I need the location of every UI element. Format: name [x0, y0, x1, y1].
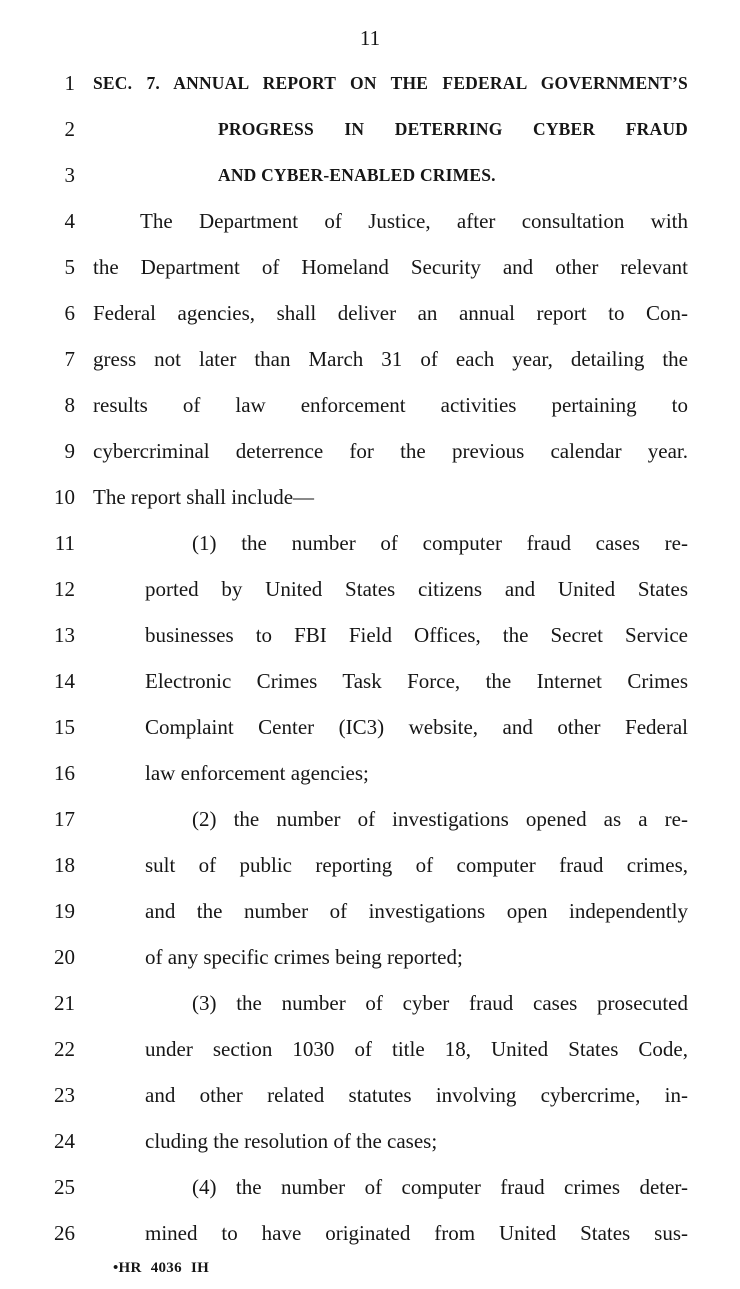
bill-line	[0, 658, 740, 704]
line-text: and the number of investigations open independently	[145, 899, 688, 923]
line-text: and other related statutes involving cybercrime, in-	[145, 1083, 688, 1107]
bill-line	[0, 198, 740, 244]
line-text: (3) the number of cyber fraud cases prosecuted	[192, 991, 688, 1015]
bill-line	[0, 934, 740, 980]
line-number: 3	[64, 163, 75, 187]
bill-line	[0, 980, 740, 1026]
bill-line	[0, 244, 740, 290]
line-number: 25	[54, 1175, 75, 1199]
bill-line	[0, 336, 740, 382]
line-number: 20	[54, 945, 75, 969]
line-text: The report shall include—	[93, 485, 315, 509]
line-text: AND CYBER-ENABLED CRIMES.	[218, 165, 496, 185]
line-number: 11	[54, 531, 75, 555]
line-text: cluding the resolution of the cases;	[145, 1129, 438, 1153]
line-number: 17	[54, 807, 75, 831]
line-number: 22	[54, 1037, 75, 1061]
bill-line	[0, 1164, 740, 1210]
bill-line	[0, 428, 740, 474]
line-number: 5	[64, 255, 75, 279]
bill-line	[0, 1026, 740, 1072]
bill-line	[0, 106, 740, 152]
bill-line	[0, 1118, 740, 1164]
line-text: (2) the number of investigations opened as a re-	[192, 807, 688, 831]
line-number: 8	[64, 393, 75, 417]
line-text: PROGRESS IN DETERRING CYBER FRAUD	[218, 119, 688, 139]
page-number: 11	[359, 26, 381, 50]
line-number: 4	[64, 209, 75, 233]
bill-line	[0, 520, 740, 566]
document-body	[0, 60, 740, 1256]
bill-line	[0, 60, 740, 106]
bill-line	[0, 382, 740, 428]
line-number: 2	[64, 117, 75, 141]
bill-line	[0, 1210, 740, 1256]
line-number: 26	[54, 1221, 75, 1245]
line-number: 6	[64, 301, 75, 325]
bill-line	[0, 474, 740, 520]
line-number: 21	[54, 991, 75, 1015]
line-number: 9	[64, 439, 75, 463]
line-text: gress not later than March 31 of each year, detailing the	[93, 347, 688, 371]
bill-line	[0, 750, 740, 796]
line-text: of any specific crimes being reported;	[145, 945, 463, 969]
bill-line	[0, 152, 740, 198]
line-number: 13	[54, 623, 75, 647]
bill-line	[0, 888, 740, 934]
line-number: 14	[54, 669, 75, 693]
line-number: 1	[64, 71, 75, 95]
line-number: 16	[54, 761, 75, 785]
line-number: 10	[54, 485, 75, 509]
line-text: cybercriminal deterrence for the previous calendar year.	[93, 439, 688, 463]
line-number: 23	[54, 1083, 75, 1107]
line-number: 19	[54, 899, 75, 923]
bill-line	[0, 566, 740, 612]
line-text: law enforcement agencies;	[145, 761, 369, 785]
line-number: 7	[64, 347, 75, 371]
line-number: 24	[54, 1129, 75, 1153]
line-number: 12	[54, 577, 75, 601]
line-text: ported by United States citizens and United States	[145, 577, 688, 601]
bill-footer: •HR 4036 IH	[113, 1260, 210, 1276]
line-text: the Department of Homeland Security and other relevant	[93, 255, 688, 279]
line-text: mined to have originated from United States sus-	[145, 1221, 688, 1245]
bill-line	[0, 612, 740, 658]
bill-line	[0, 704, 740, 750]
line-text: Electronic Crimes Task Force, the Internet Crimes	[145, 669, 688, 693]
line-text: sult of public reporting of computer fraud crimes,	[145, 853, 688, 877]
bill-line	[0, 1072, 740, 1118]
line-text: SEC. 7. ANNUAL REPORT ON THE FEDERAL GOVERNMENT’S	[93, 73, 688, 93]
line-text: results of law enforcement activities pertaining to	[93, 393, 688, 417]
bill-line	[0, 796, 740, 842]
bill-line	[0, 842, 740, 888]
line-text: Complaint Center (IC3) website, and other Federal	[145, 715, 688, 739]
line-text: The Department of Justice, after consultation with	[140, 209, 688, 233]
line-text: (1) the number of computer fraud cases re-	[192, 531, 688, 555]
bill-line	[0, 290, 740, 336]
line-text: under section 1030 of title 18, United States Code,	[145, 1037, 688, 1061]
line-text: (4) the number of computer fraud crimes deter-	[192, 1175, 688, 1199]
line-number: 15	[54, 715, 75, 739]
line-text: businesses to FBI Field Offices, the Secret Service	[145, 623, 688, 647]
line-number: 18	[54, 853, 75, 877]
line-text: Federal agencies, shall deliver an annual report to Con-	[93, 301, 688, 325]
